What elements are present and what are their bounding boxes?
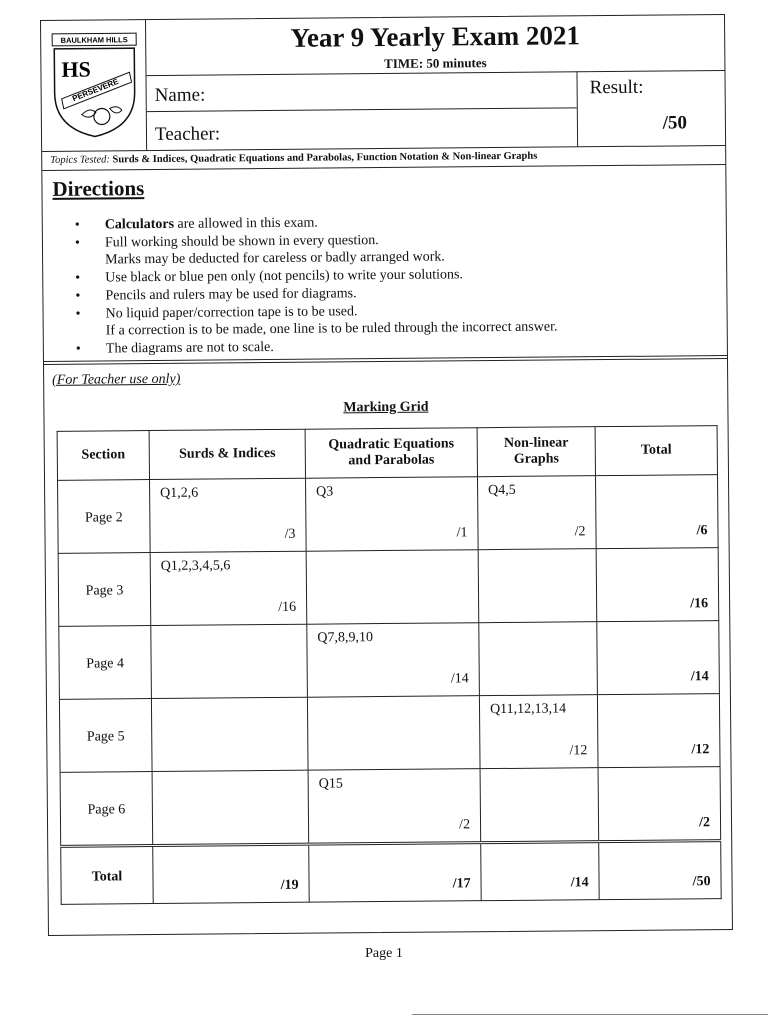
mark-value: /50 [692, 874, 711, 890]
result-label: Result: [589, 76, 644, 99]
total-cell[interactable] [597, 694, 720, 768]
mark-value: /17 [452, 876, 471, 892]
header-nonlinear [477, 427, 595, 477]
question-list: Q3 [316, 484, 334, 500]
header-nonlinear-line2: Graphs [513, 451, 559, 467]
directions-section [42, 165, 727, 365]
section-cell [59, 699, 152, 773]
section-cell [59, 626, 152, 700]
name-field[interactable] [146, 71, 576, 112]
mark-value: /12 [691, 742, 710, 758]
total-cell[interactable] [596, 548, 719, 622]
total-cell[interactable] [595, 475, 718, 549]
grand-total-cell[interactable] [599, 841, 722, 900]
question-list: Q15 [318, 776, 343, 792]
mark-value: /6 [696, 523, 708, 539]
nonlinear-cell[interactable] [478, 549, 597, 623]
logo-motto: PERSEVERE [71, 76, 120, 104]
mark-value: /16 [690, 596, 709, 612]
mark-value: /2 [699, 815, 711, 831]
question-list: Q7,8,9,10 [317, 630, 374, 646]
table-row [58, 548, 719, 627]
table-row [58, 475, 719, 554]
mark-value: /2 [574, 524, 586, 540]
result-total: /50 [662, 112, 688, 134]
directions-list [75, 213, 558, 359]
bullet-icon: • [74, 217, 80, 233]
nonlinear-cell[interactable] [479, 622, 598, 696]
table-row [59, 621, 720, 700]
logo-school-name: BAULKHAM HILLS [60, 35, 128, 45]
quadratic-cell[interactable] [306, 477, 479, 551]
item-text: Pencils and rulers may be used for diagrams. [105, 286, 357, 304]
mark-value: /14 [450, 671, 469, 687]
table-row [60, 767, 721, 847]
header-total: Total [595, 426, 717, 476]
surds-cell[interactable] [150, 478, 307, 552]
header-nonlinear-line1: Non-linear [503, 435, 569, 451]
topics-text: Surds & Indices, Quadratic Equations and Parabolas, Function Notation & Non-linear Graphs [112, 150, 538, 166]
quadratic-cell[interactable] [306, 550, 479, 624]
nonlinear-cell[interactable] [479, 695, 598, 769]
surds-cell[interactable] [150, 551, 307, 625]
question-list: Q11,12,13,14 [489, 701, 567, 718]
exam-title: Year 9 Yearly Exam 2021 [290, 20, 581, 53]
divider [412, 1014, 768, 1015]
list-item [75, 301, 557, 339]
quadratic-cell[interactable] [307, 696, 480, 770]
marking-grid-title: Marking Grid [343, 399, 429, 416]
mark-value: /2 [459, 817, 471, 833]
mark-value: /1 [456, 525, 468, 541]
question-list: Q4,5 [488, 482, 516, 499]
school-logo [41, 20, 147, 151]
item-text: The diagrams are not to scale. [105, 339, 274, 357]
item-text: No liquid paper/correction tape is to be used. [105, 304, 358, 322]
table-row [59, 694, 720, 773]
header-surds: Surds & Indices [149, 429, 305, 479]
surds-cell[interactable] [151, 624, 308, 698]
total-cell[interactable] [597, 621, 720, 695]
total-cell[interactable] [598, 767, 721, 842]
item-text: Full working should be shown in every question. [104, 233, 379, 251]
exam-cover-page [40, 14, 733, 936]
directions-title: Directions [52, 176, 145, 201]
nonlinear-total-cell[interactable] [481, 842, 600, 901]
list-item [75, 230, 557, 268]
exam-header [41, 15, 725, 152]
name-label: Name: [154, 84, 206, 107]
question-list: Q1,2,6 [160, 485, 199, 501]
list-item [76, 336, 558, 357]
mark-value: /3 [284, 526, 296, 542]
topics-label: Topics Tested: [50, 154, 110, 166]
surds-cell[interactable] [151, 697, 308, 771]
question-list: Q1,2,3,4,5,6 [160, 558, 231, 574]
calculators-text: Calculators [104, 216, 175, 233]
bullet-icon: • [75, 288, 81, 304]
section-cell [61, 846, 154, 905]
header-quadratic [305, 428, 477, 478]
mark-value: /14 [570, 875, 589, 891]
exam-time: TIME: 50 minutes [384, 55, 487, 71]
row-label: Page 4 [86, 656, 125, 672]
header-quadratic-line1: Quadratic Equations [328, 436, 455, 453]
table-header-row [57, 426, 717, 481]
mark-value: /12 [569, 743, 588, 759]
marking-grid [57, 425, 722, 905]
quadratic-total-cell[interactable] [309, 843, 481, 902]
quadratic-cell[interactable] [307, 623, 480, 697]
teacher-field[interactable] [147, 108, 577, 150]
surds-cell[interactable] [152, 770, 309, 845]
item-text: Marks may be deducted for careless or badly arranged work. [105, 249, 445, 268]
total-label: Total [91, 869, 123, 885]
school-crest-icon [51, 32, 138, 139]
section-cell [58, 480, 151, 554]
item-text: If a correction is to be made, one line is to be ruled through the incorrect answer. [105, 319, 558, 339]
teacher-use-note: (For Teacher use only) [52, 371, 181, 388]
bullet-icon: • [74, 235, 80, 251]
nonlinear-cell[interactable] [478, 476, 597, 550]
row-label: Page 5 [86, 729, 125, 745]
table-total-row [61, 841, 721, 905]
bullet-icon: • [75, 270, 81, 286]
row-label: Page 6 [87, 802, 126, 818]
nonlinear-cell[interactable] [480, 768, 599, 843]
title-area [146, 15, 724, 76]
section-cell [60, 772, 153, 847]
quadratic-cell[interactable] [308, 769, 481, 844]
mark-value: /16 [278, 599, 297, 615]
row-label: Page 2 [84, 510, 123, 526]
mark-value: /19 [280, 877, 299, 893]
bullet-icon: • [75, 341, 81, 357]
result-box [576, 70, 725, 146]
bullet-icon: • [75, 306, 81, 322]
mark-value: /14 [690, 669, 709, 685]
section-cell [58, 553, 151, 627]
item-text: are allowed in this exam. [173, 215, 318, 232]
teacher-label: Teacher: [154, 123, 221, 146]
header-quadratic-line2: and Parabolas [348, 452, 435, 469]
page-number: Page 1 [365, 946, 403, 961]
logo-initials: HS [61, 56, 91, 82]
surds-total-cell[interactable] [153, 844, 310, 903]
item-text: Use black or blue pen only (not pencils) to write your solutions. [105, 267, 464, 286]
header-section: Section [57, 431, 149, 481]
row-label: Page 3 [85, 583, 124, 599]
